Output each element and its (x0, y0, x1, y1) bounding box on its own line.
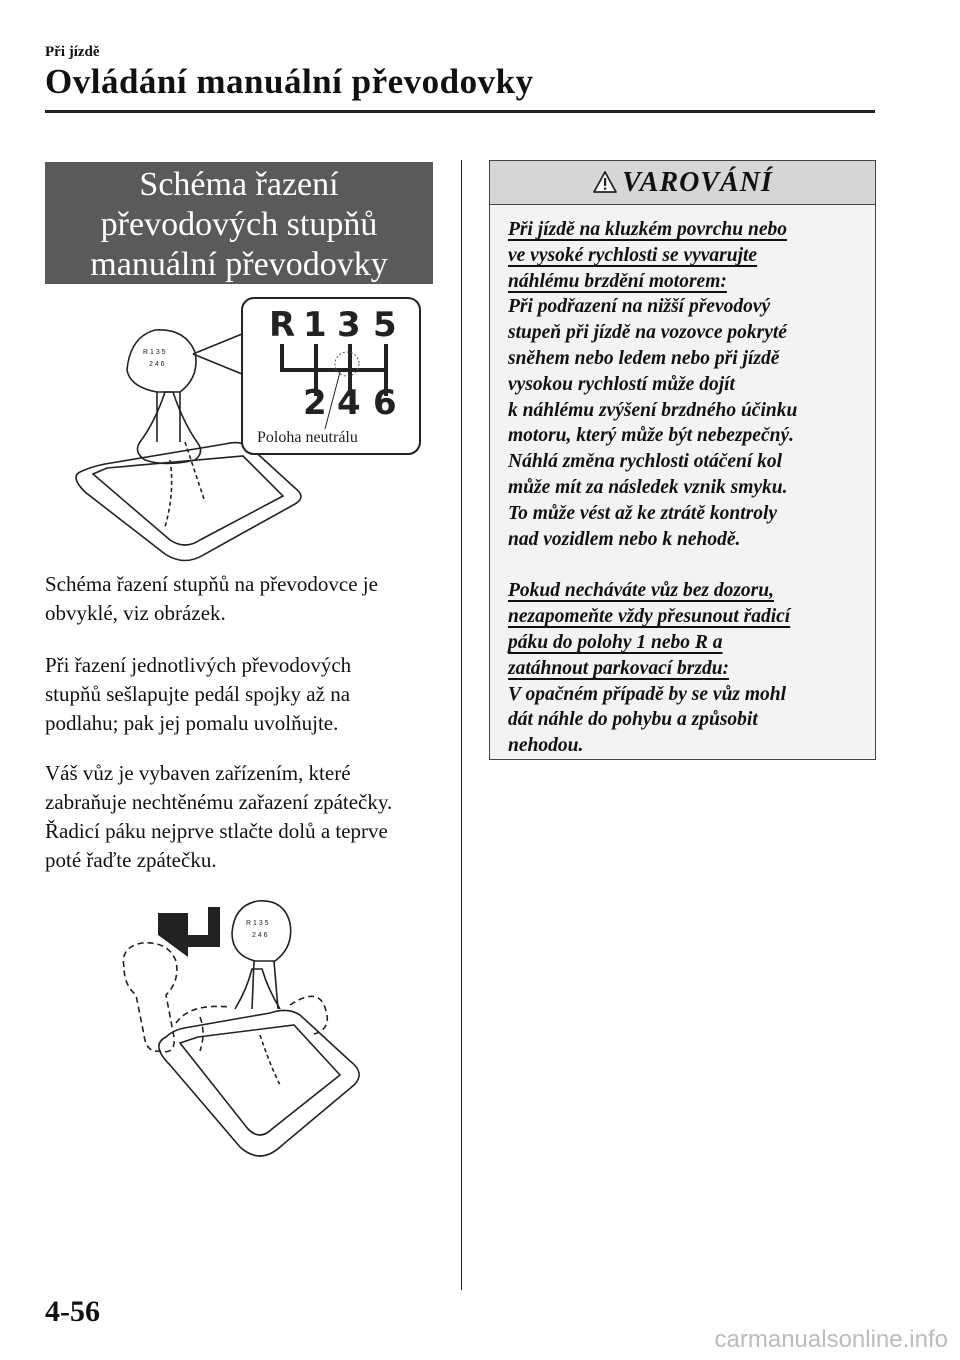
warning-line: nad vozidlem nebo k nehodě. (508, 528, 741, 550)
body-line: Řadicí páku nejprve stlačte dolů a teprve (45, 819, 388, 843)
warning-line: k náhlému zvýšení brzdného účinku (508, 399, 798, 421)
warning-heading-line: Pokud necháváte vůz bez dozoru, (508, 580, 774, 602)
body-line: obvyklé, viz obrázek. (45, 601, 226, 625)
body-paragraph (45, 651, 445, 738)
gear-label-bottom: 6 (373, 383, 397, 423)
warning-line: sněhem nebo ledem nebo při jízdě (508, 347, 780, 369)
warning-triangle-icon (592, 170, 618, 194)
body-line: Váš vůz je vybaven zařízením, které (45, 761, 351, 785)
body-paragraph (45, 570, 445, 628)
section-heading-box (45, 162, 433, 284)
body-paragraph (45, 759, 445, 875)
section-heading-line: Schéma řazení (139, 166, 339, 203)
warning-line: Náhlá změna rychlosti otáčení kol (508, 451, 783, 473)
gear-label-top: 1 (303, 305, 327, 345)
gear-knob-pattern-icon: R 1 3 5 (246, 920, 269, 927)
warning-line: může mít za následek vznik smyku. (508, 476, 788, 498)
warning-heading-line: náhlému brzdění motorem: (508, 270, 727, 292)
callout-pointer (193, 334, 242, 374)
section-heading-line: převodových stupňů (100, 206, 378, 243)
warning-line: To může vést až ke ztrátě kontroly (508, 502, 778, 524)
gear-label-top: R (269, 305, 296, 345)
warning-line: V opačném případě by se vůz mohl (508, 683, 787, 705)
warning-heading-line: páku do polohy 1 nebo R a (508, 631, 723, 653)
warning-heading-line: ve vysoké rychlosti se vyvarujte (508, 244, 758, 266)
column-divider (461, 160, 462, 1290)
page-title: Ovládání manuální převodovky (45, 62, 534, 101)
warning-line: Při podřazení na nižší převodový (508, 296, 771, 318)
gear-knob-pattern-icon: 2 4 6 (252, 932, 268, 939)
reverse-shift-figure (110, 885, 380, 1165)
section-heading-line: manuální převodovky (90, 246, 388, 283)
watermark-link[interactable]: carmanualsonline.info (714, 1326, 948, 1353)
warning-line: dát náhle do pohybu a způsobit (508, 709, 758, 731)
svg-text:R 1 3 5: R 1 3 5 (143, 349, 166, 356)
warning-body (490, 205, 875, 759)
warning-line: nehodou. (508, 735, 584, 757)
gear-knob-pattern-icon (143, 349, 166, 368)
body-line: Při řazení jednotlivých převodových (45, 653, 352, 677)
warning-line: motoru, který může být nebezpečný. (508, 425, 794, 447)
gear-label-bottom: 2 (303, 383, 327, 423)
body-line: stupňů sešlapujte pedál spojky až na (45, 682, 351, 706)
neutral-position-label: Poloha neutrálu (257, 429, 358, 446)
shift-pattern-figure (45, 292, 435, 564)
warning-header (490, 161, 875, 205)
warning-heading-line: Při jízdě na kluzkém povrchu nebo (508, 219, 787, 240)
warning-line: stupeň při jízdě na vozovce pokryté (508, 322, 787, 344)
body-line: Schéma řazení stupňů na převodovce je (45, 572, 378, 596)
svg-text:2 4 6: 2 4 6 (149, 361, 165, 368)
gear-label-bottom: 4 (337, 383, 361, 423)
ghost-knob-outline (123, 943, 327, 1052)
warning-heading-line: nezapomeňte vždy přesunout řadicí (508, 606, 791, 628)
body-line: podlahu; pak jej pomalu uvolňujte. (45, 711, 339, 735)
gear-label-top: 3 (337, 305, 361, 345)
warning-line: vysokou rychlostí může dojít (508, 373, 735, 395)
body-line: zabraňuje nechtěnému zařazení zpátečky. (45, 790, 393, 814)
warning-heading-line: zatáhnout parkovací brzdu: (508, 657, 730, 679)
page-number: 4-56 (45, 1295, 100, 1328)
title-rule (45, 110, 875, 113)
body-line: poté řaďte zpátečku. (45, 848, 217, 872)
warning-box (489, 160, 876, 760)
warning-title: VAROVÁNÍ (622, 167, 773, 198)
gear-label-top: 5 (373, 305, 397, 345)
breadcrumb: Při jízdě (45, 44, 100, 60)
